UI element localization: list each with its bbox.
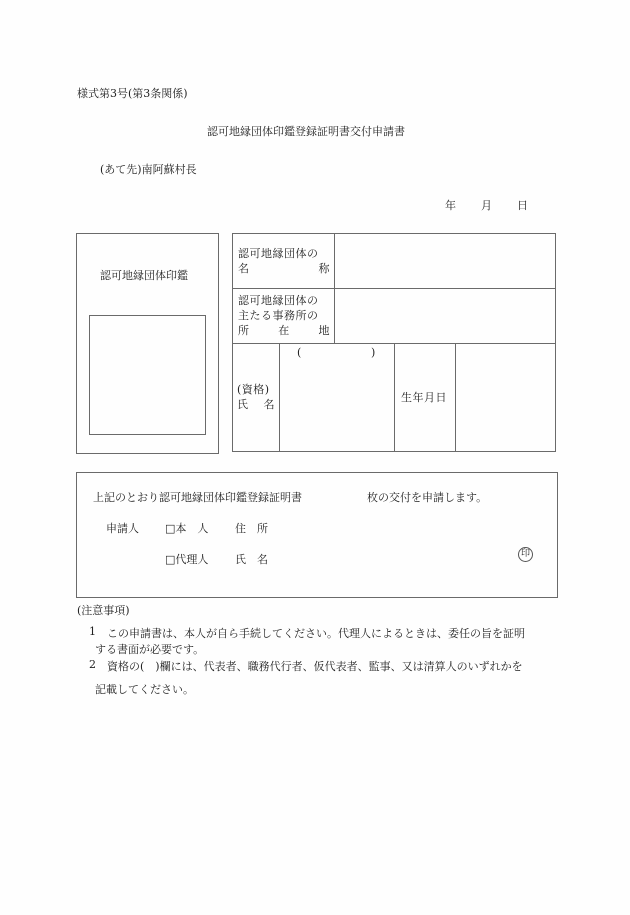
note-1-line2: する書面が必要です。 [95, 643, 205, 656]
option-agent-checkbox[interactable]: □代理人 [165, 553, 209, 566]
org-name-label-char: 称 [318, 262, 330, 275]
copies-field[interactable] [316, 486, 362, 503]
office-address-field[interactable] [336, 290, 555, 342]
applicant-address-label: 住 所 [235, 522, 268, 535]
date-year-label: 年 [445, 199, 456, 212]
option-self-checkbox[interactable]: □本 人 [165, 522, 209, 535]
birthdate-field[interactable] [457, 345, 555, 451]
note-1-line1: この申請書は、本人が自ら手続してください。代理人によるときは、委任の旨を証明 [107, 627, 525, 640]
org-name-field[interactable] [336, 235, 555, 287]
column-divider [455, 343, 456, 452]
birthdate-label: 生年月日 [401, 391, 447, 404]
applicant-name-field[interactable] [280, 548, 510, 566]
seal-section-label: 認可地縁団体印鑑 [100, 269, 188, 282]
row-divider [233, 288, 556, 289]
office-address-label [238, 293, 330, 338]
qualification-close-paren: ) [371, 346, 376, 359]
representative-name-label-char: 名 [263, 398, 275, 411]
applicant-name-label: 氏 名 [235, 553, 268, 566]
column-divider [279, 343, 280, 452]
org-name-label [238, 246, 330, 276]
application-statement-part2: 枚の交付を申請します。 [367, 491, 488, 504]
date-day-label: 日 [517, 199, 528, 212]
representative-name-field[interactable] [281, 345, 393, 451]
office-address-label-char: 所 [238, 324, 250, 337]
seal-impression-area[interactable] [89, 315, 206, 435]
office-address-label-line2: 主たる事務所の [238, 309, 319, 322]
document-title: 認可地縁団体印鑑登録証明書交付申請書 [207, 125, 405, 138]
application-statement-part1: 上記のとおり認可地縁団体印鑑登録証明書 [93, 491, 302, 504]
representative-label [237, 382, 277, 412]
form-number: 様式第3号(第3条関係) [77, 87, 188, 100]
date-month-label: 月 [481, 199, 492, 212]
seal-mark-icon: 印 [518, 547, 533, 562]
qualification-label: (資格) [237, 383, 270, 396]
office-address-label-char: 地 [318, 324, 330, 337]
office-address-label-line1: 認可地縁団体の [238, 294, 319, 307]
column-divider [334, 234, 335, 343]
qualification-open-paren: ( [297, 346, 302, 359]
note-2-line2: 記載してください。 [95, 683, 194, 696]
office-address-label-char: 在 [278, 324, 290, 337]
info-table [232, 233, 556, 452]
column-divider [394, 343, 395, 452]
representative-name-label-char: 氏 [237, 398, 249, 411]
applicant-address-field[interactable] [280, 517, 510, 535]
org-name-label-line1: 認可地縁団体の [238, 247, 319, 260]
applicant-label: 申請人 [106, 522, 139, 535]
addressee: (あて先)南阿蘇村長 [100, 163, 197, 176]
note-1-number: 1 [89, 625, 96, 638]
note-2-number: 2 [89, 658, 96, 671]
org-name-label-char: 名 [238, 262, 250, 275]
notes-heading: (注意事項) [77, 604, 130, 617]
note-2-line1: 資格の( )欄には、代表者、職務代行者、仮代表者、監事、又は清算人のいずれかを [107, 660, 523, 673]
